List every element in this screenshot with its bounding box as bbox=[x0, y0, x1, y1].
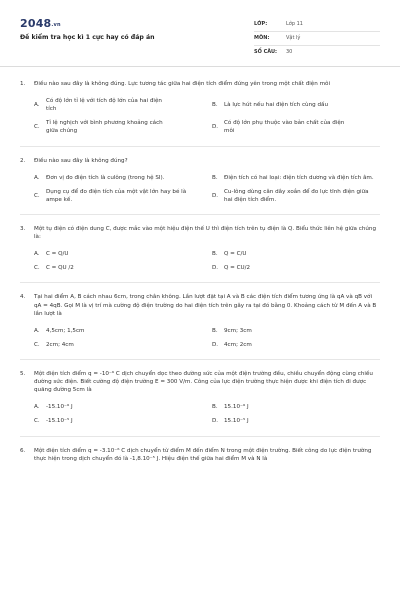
option-a[interactable] bbox=[34, 97, 202, 113]
option-d[interactable] bbox=[212, 341, 380, 349]
option-letter: D. bbox=[212, 418, 219, 425]
option-c[interactable] bbox=[34, 341, 202, 349]
meta-value: 30 bbox=[286, 49, 293, 56]
meta-value: Lớp 11 bbox=[286, 20, 303, 27]
option-b[interactable] bbox=[212, 403, 380, 411]
option-letter: B. bbox=[212, 102, 218, 109]
option-b[interactable] bbox=[212, 174, 380, 182]
question-text: Một tụ điện có điện dung C, được mắc vào một hiệu điện thế U thì điện tích trên tụ điện là Q. Biểu thức liên hệ giữa chúng là: bbox=[34, 225, 377, 241]
question-4 bbox=[20, 293, 380, 360]
answer-options bbox=[20, 250, 380, 272]
question-text: Điều nào sau đây là không đúng. Lực tương tác giữa hai điện tích điểm đứng yên trong một chất điện môi bbox=[34, 81, 330, 87]
option-text: 2cm; 4cm bbox=[46, 341, 74, 348]
option-letter: D. bbox=[212, 192, 219, 199]
option-text: Có độ lớn tỉ lệ với tích độ lớn của hai điện tích bbox=[46, 98, 162, 113]
meta-label: MÔN: bbox=[254, 34, 270, 41]
exam-meta bbox=[254, 18, 380, 60]
option-letter: D. bbox=[212, 265, 219, 272]
option-letter: D. bbox=[212, 124, 219, 131]
question-text: Một điện tích điểm q = -3.10⁻⁶ C dịch chuyển từ điểm M đến điểm N trong một điện trường. Biết công do lực điện trường thực hiện trong dịch chuyển đó là -1,8.10⁻⁵ J. Hiệu điện thế giữa hai điểm M và N là bbox=[34, 447, 372, 462]
option-c[interactable] bbox=[34, 119, 202, 135]
option-letter: C. bbox=[34, 341, 40, 348]
question-text: Điều nào sau đây là không đúng? bbox=[34, 157, 128, 164]
meta-value: Vật lý bbox=[286, 34, 301, 41]
option-text: -15.10⁻⁶ J bbox=[46, 404, 73, 411]
option-letter: C. bbox=[34, 265, 40, 272]
option-a[interactable] bbox=[34, 403, 202, 411]
option-a[interactable] bbox=[34, 327, 202, 335]
option-b[interactable] bbox=[212, 250, 380, 258]
option-letter: D. bbox=[212, 341, 219, 348]
question-number: 3. bbox=[20, 225, 26, 232]
option-text: Đơn vị đo điện tích là culông (trong hệ SI). bbox=[46, 174, 165, 181]
option-letter: B. bbox=[212, 251, 218, 258]
meta-row-subject bbox=[254, 32, 380, 46]
option-text: Cu-lông dùng cân dây xoắn để đo lực tĩnh điện giữa hai điện tích điểm. bbox=[224, 188, 369, 203]
question-2 bbox=[20, 157, 380, 215]
question-1 bbox=[20, 80, 380, 147]
option-text: 4,5cm; 1,5cm bbox=[46, 327, 85, 334]
answer-options bbox=[20, 327, 380, 349]
option-letter: C. bbox=[34, 418, 40, 425]
option-a[interactable] bbox=[34, 250, 202, 258]
question-number: 1. bbox=[20, 81, 26, 87]
option-text: C = QU /2 bbox=[46, 265, 74, 272]
answer-options bbox=[20, 97, 380, 135]
option-text: Là lực hút nếu hai điện tích cùng dấu bbox=[224, 102, 328, 109]
page-header bbox=[20, 16, 380, 64]
option-letter: A. bbox=[34, 404, 40, 411]
option-a[interactable] bbox=[34, 174, 202, 182]
meta-row-class bbox=[254, 18, 380, 32]
option-text: C = Q/U bbox=[46, 251, 69, 258]
answer-options bbox=[20, 403, 380, 425]
option-text: Dụng cụ để đo điện tích của một vật lớn hay bé là ampe kế. bbox=[46, 188, 187, 203]
question-text: Tại hai điểm A, B cách nhau 6cm, trong chân không. Lần lượt đặt tại A và B các điện tích điểm tương ứng là qA và qB với qA = 4qB. Gọi M là vị trí mà cường độ điện trường do hai điện tích trên gây ra tại đó bằng 0. Khoảng cách từ M đến A và B lần lượt là bbox=[34, 294, 377, 317]
option-text: -15.10⁻⁵ J bbox=[46, 418, 73, 425]
option-text: 15.10⁻⁵ J bbox=[224, 418, 249, 425]
logo-main: 2048 bbox=[20, 17, 52, 30]
question-6 bbox=[20, 447, 380, 473]
option-letter: A. bbox=[34, 327, 40, 334]
question-text: Một điện tích điểm q = -10⁻⁶ C dịch chuyển dọc theo đường sức của một điện trường đều, chiều chuyển động cùng chiều đường sức điện. Biết cường độ điện trường E = 300 V/m. Công của lực điện trường thực hiện được khi điện tích đi được quãng đường 5cm là bbox=[34, 370, 373, 394]
option-b[interactable] bbox=[212, 97, 380, 113]
option-text: Q = C/U bbox=[224, 251, 247, 258]
question-list bbox=[20, 80, 380, 483]
option-c[interactable] bbox=[34, 417, 202, 425]
option-d[interactable] bbox=[212, 119, 380, 135]
option-d[interactable] bbox=[212, 417, 380, 425]
question-number: 4. bbox=[20, 294, 26, 301]
option-text: Q = CU/2 bbox=[224, 265, 251, 272]
option-letter: A. bbox=[34, 251, 40, 258]
option-d[interactable] bbox=[212, 188, 380, 204]
option-text: Có độ lớn phụ thuộc vào bản chất của điện môi bbox=[224, 120, 345, 135]
header-divider bbox=[0, 66, 400, 67]
question-number: 2. bbox=[20, 157, 26, 164]
option-b[interactable] bbox=[212, 327, 380, 335]
question-3 bbox=[20, 225, 380, 283]
option-d[interactable] bbox=[212, 264, 380, 272]
question-number: 5. bbox=[20, 370, 26, 377]
option-letter: C. bbox=[34, 124, 40, 131]
option-text: Điện tích có hai loại: điện tích dương và điện tích âm. bbox=[224, 174, 374, 181]
option-letter: B. bbox=[212, 174, 218, 181]
option-c[interactable] bbox=[34, 264, 202, 272]
meta-label: SỐ CÂU: bbox=[254, 49, 278, 56]
option-text: 15.10⁻⁶ J bbox=[224, 404, 249, 411]
meta-label: LỚP: bbox=[254, 20, 268, 27]
site-logo[interactable] bbox=[20, 16, 61, 32]
option-text: 9cm; 3cm bbox=[224, 327, 252, 334]
option-letter: B. bbox=[212, 404, 218, 411]
option-text: Tỉ lệ nghịch với bình phương khoảng cách giữa chúng bbox=[46, 120, 163, 135]
option-text: 4cm; 2cm bbox=[224, 341, 252, 348]
option-letter: C. bbox=[34, 192, 40, 199]
option-c[interactable] bbox=[34, 188, 202, 204]
option-letter: B. bbox=[212, 327, 218, 334]
meta-row-count bbox=[254, 46, 380, 60]
question-number: 6. bbox=[20, 447, 26, 454]
option-letter: A. bbox=[34, 174, 40, 181]
answer-options bbox=[20, 174, 380, 204]
exam-title: Đề kiểm tra học kì 1 cực hay có đáp án bbox=[20, 34, 155, 41]
option-letter: A. bbox=[34, 102, 40, 109]
logo-suffix: .vn bbox=[51, 22, 61, 28]
question-5 bbox=[20, 370, 380, 437]
